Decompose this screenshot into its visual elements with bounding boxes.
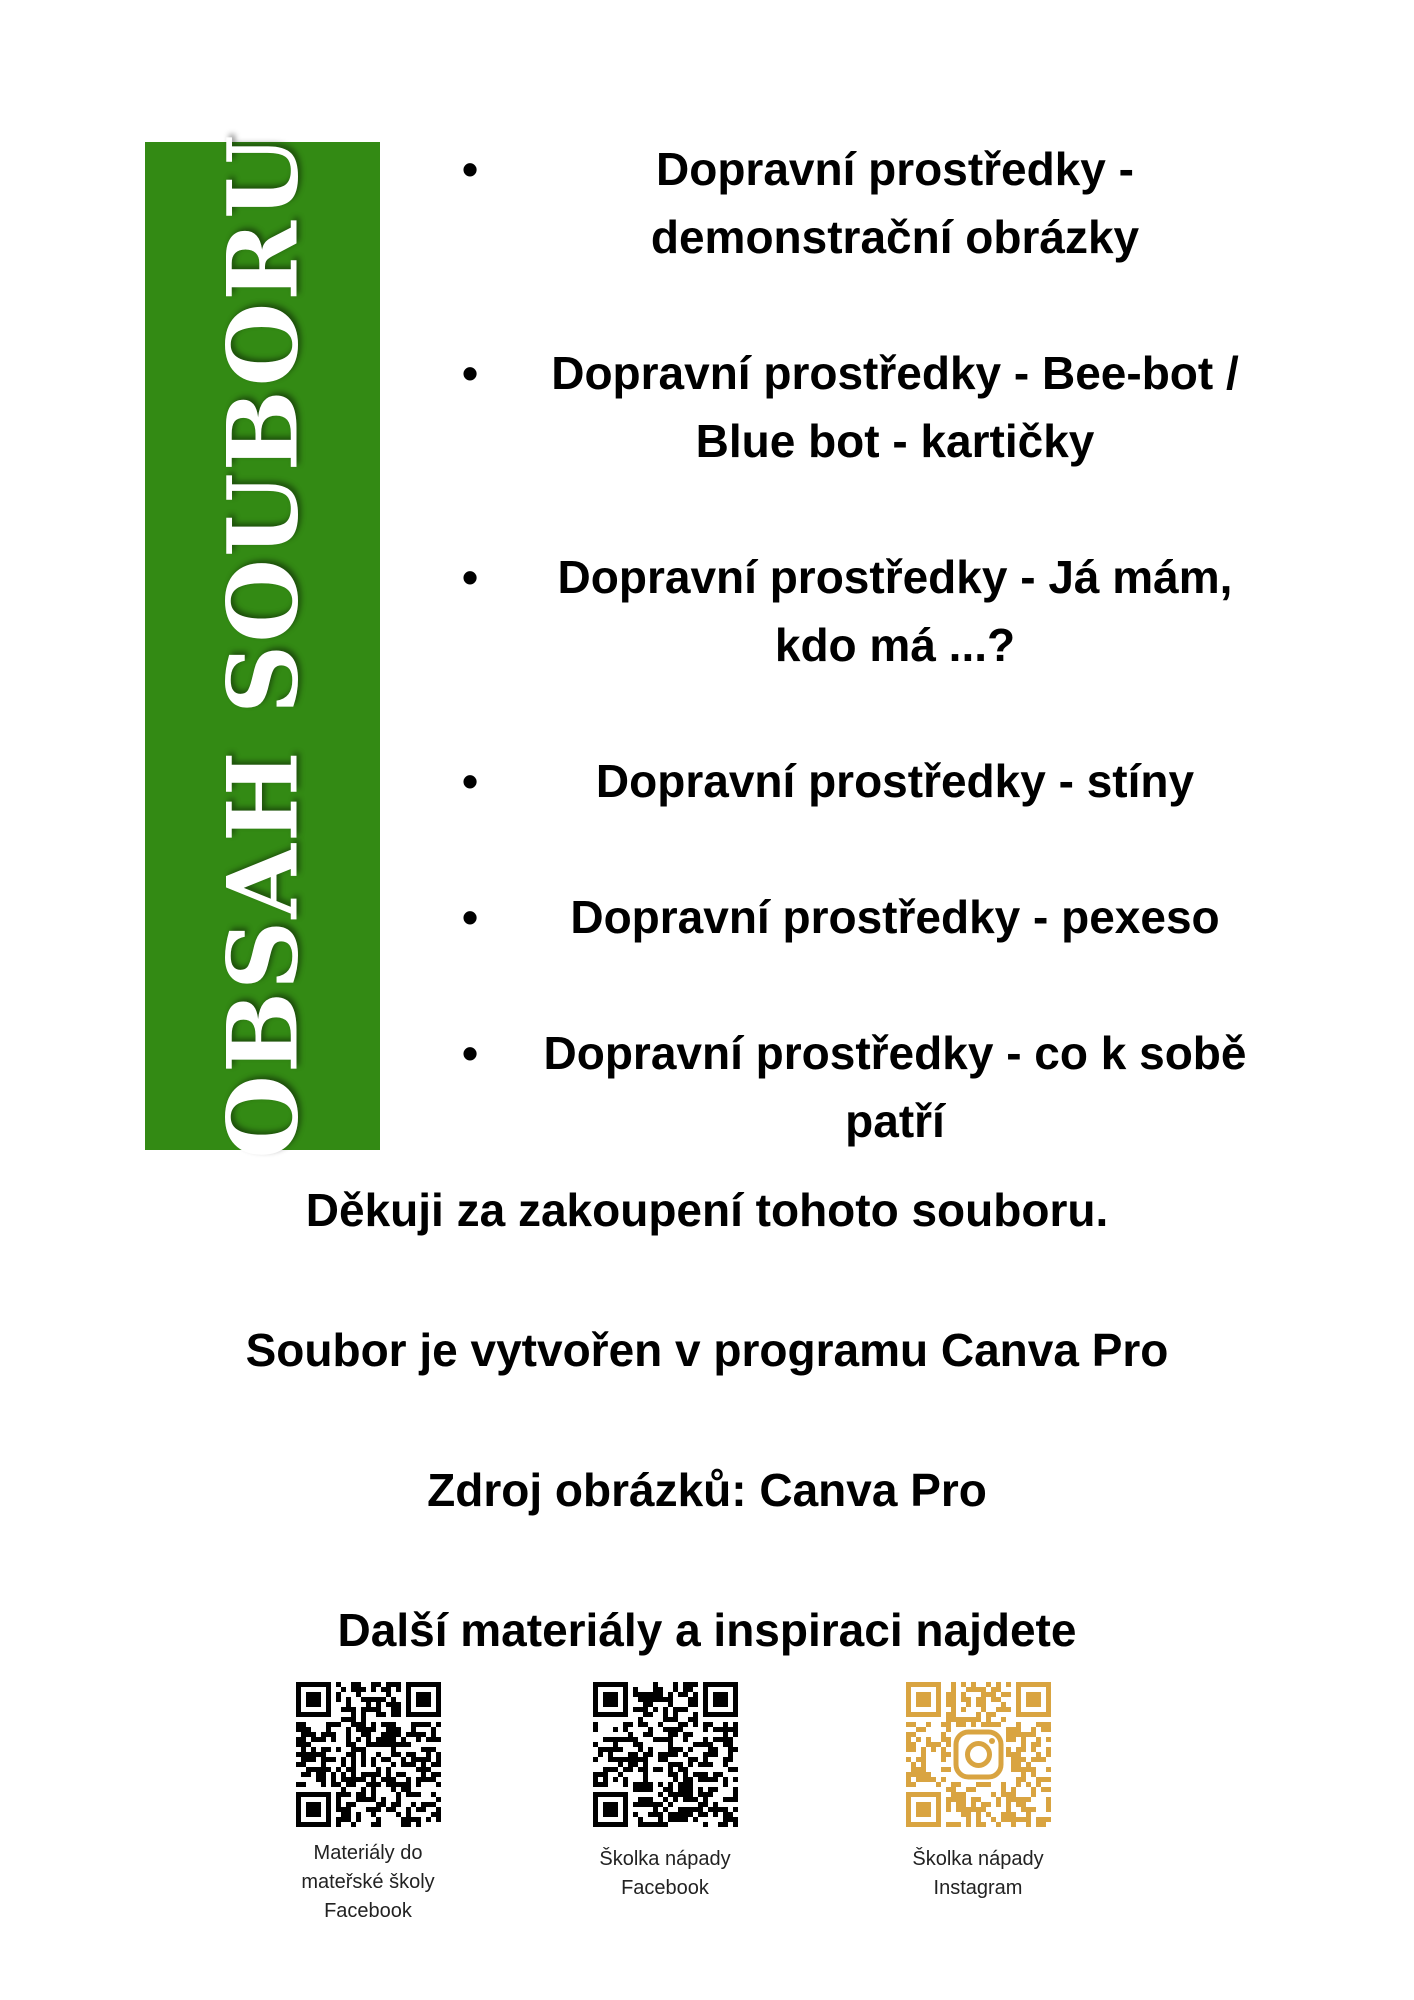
images-source-text: Zdroj obrázků: Canva Pro [427, 1464, 987, 1516]
qr-facebook-skolka[interactable] [555, 1682, 775, 1903]
contents-banner [145, 133, 380, 1159]
list-item [450, 543, 1290, 679]
list-item-line: Dopravní prostředky - co k sobě [543, 1027, 1247, 1079]
qr-caption: Materiály do mateřské školy Facebook [301, 1842, 435, 1922]
bullet-icon: • [462, 1027, 479, 1079]
thanks-text: Děkuji za zakoupení tohoto souboru. [305, 1184, 1109, 1236]
instagram-qr-code-icon[interactable] [906, 1682, 1051, 1827]
banner-title: OBSAH SOUBORU [206, 133, 319, 1159]
list-item-line: Dopravní prostředky - pexeso [570, 891, 1220, 943]
list-item-line: Dopravní prostředky - Bee-bot / [551, 347, 1239, 399]
qr-facebook-materials[interactable] [258, 1682, 478, 1926]
bullet-icon: • [462, 347, 479, 399]
list-item [450, 135, 1290, 271]
list-item-line: patří [845, 1095, 945, 1147]
contents-list [450, 135, 1290, 1155]
list-item-line: Blue bot - kartičky [695, 415, 1095, 467]
list-item-line: Dopravní prostředky - Já mám, [557, 551, 1233, 603]
bullet-icon: • [462, 755, 479, 807]
list-item [450, 883, 1290, 951]
qr-code-icon[interactable] [296, 1682, 441, 1827]
list-item-line: demonstrační obrázky [650, 211, 1140, 263]
list-item-line: Dopravní prostředky - stíny [595, 755, 1195, 807]
qr-code-icon[interactable] [593, 1682, 738, 1827]
more-materials-text: Další materiály a inspiraci najdete [337, 1604, 1077, 1656]
software-text: Soubor je vytvořen v programu Canva Pro [245, 1324, 1169, 1376]
list-item [450, 747, 1290, 815]
list-item [450, 339, 1290, 475]
bullet-icon: • [462, 891, 479, 943]
list-item [450, 1019, 1290, 1155]
list-item-line: kdo má ...? [774, 619, 1016, 671]
qr-caption: Školka nápady Facebook [599, 1848, 731, 1899]
list-item-line: Dopravní prostředky - [656, 143, 1134, 195]
bullet-icon: • [462, 143, 479, 195]
qr-caption: Školka nápady Instagram [912, 1848, 1044, 1899]
qr-instagram-skolka[interactable] [868, 1682, 1088, 1903]
bullet-icon: • [462, 551, 479, 603]
